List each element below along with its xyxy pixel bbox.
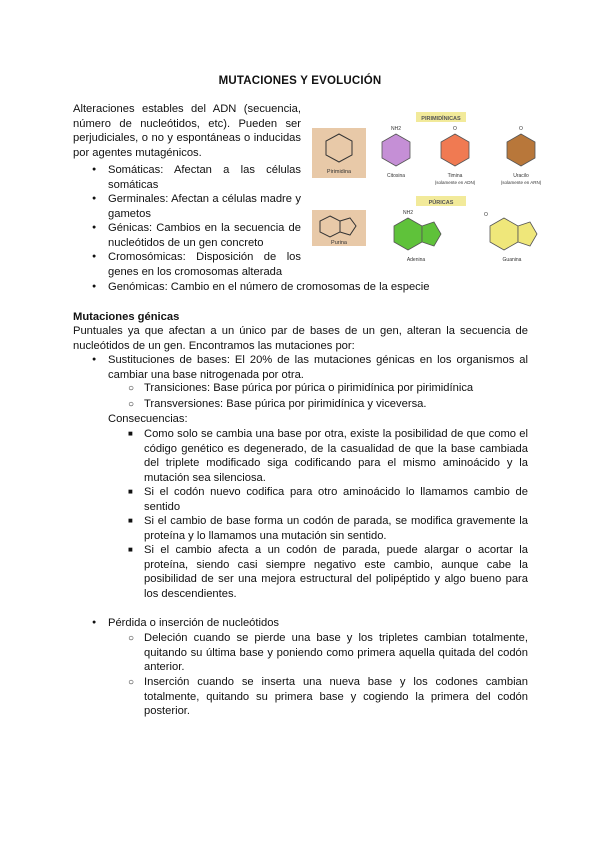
type-genic: Génicas: Cambios en la secuencia de nucleótidos de un gen concreto bbox=[108, 222, 301, 249]
bullet-dot bbox=[92, 192, 96, 209]
transitions-item: Transiciones: Base púrica por púrica o pirimidínica por pirimidínica bbox=[144, 382, 474, 394]
pyrimidine-label: Pirimidina bbox=[326, 169, 352, 175]
bullet-square bbox=[128, 427, 133, 443]
purine-label: Purina bbox=[331, 240, 347, 246]
bullet-dot bbox=[92, 250, 96, 267]
consequence-item: Si el cambio de base forma un codón de parada, se modifica gravemente la proteína y lo llamamos una mutación sin sentido. bbox=[144, 515, 528, 542]
section-intro: Puntuales ya que afectan a un único par de bases de un gen, alteran la secuencia de nucleótidos de un gen. Encontramos las mutaciones por: bbox=[73, 325, 528, 352]
bullet-dot bbox=[92, 280, 96, 297]
consequence-item: Si el cambio afecta a un codón de parada, puede alargar o acortar la proteína, siendo casi siempre negativo este cambio, aunque cabe la posibilidad de ser una mejora estructural del polipéptido y algo bueno para los descendientes. bbox=[144, 544, 528, 600]
adenine-label: Adenina bbox=[406, 257, 426, 263]
consequence-item: Si el codón nuevo codifica para otro aminoácido lo llamamos cambio de sentido bbox=[144, 486, 528, 513]
consequence-item: Como solo se cambia una base por otra, existe la posibilidad de que como el código genético es degenerado, de la casualidad de que la base cambiada del triplete modificado siga codificando para el mismo aminoácido y la mutación sea silenciosa. bbox=[144, 428, 528, 484]
adenine-ring bbox=[394, 218, 422, 250]
svg-text:O: O bbox=[484, 212, 488, 218]
bullet-square bbox=[128, 543, 133, 559]
type-somatic: Somáticas: Afectan a las células somáticas bbox=[108, 164, 301, 191]
base-substitutions: Sustituciones de bases: El 20% de las mutaciones génicas en los organismos al cambiar una base nitrogenada por otra. bbox=[108, 354, 528, 381]
svg-text:NH2: NH2 bbox=[402, 210, 414, 216]
intro-paragraph: Alteraciones estables del ADN (secuencia, número de nucleótidos, etc). Pueden ser perjudiciales, o no y espontáneas o inducidas por agentes mutagénicos. bbox=[73, 103, 301, 159]
type-chromosomal: Cromosómicas: Disposición de los genes en los cromosomas alterada bbox=[108, 251, 301, 278]
type-genomic: Genómicas: Cambio en el número de cromosomas de la especie bbox=[108, 281, 430, 293]
svg-text:O: O bbox=[519, 126, 523, 132]
bullet-circle bbox=[128, 631, 134, 647]
deletion-item: Deleción cuando se pierde una base y los tripletes cambian totalmente, quitando su última base y poniendo como primera aquella quitada del codón anterior. bbox=[144, 632, 528, 674]
thymine-sub: (solamente en ADN) bbox=[434, 180, 476, 185]
bullet-circle bbox=[128, 397, 134, 413]
svg-text:NH2: NH2 bbox=[390, 126, 402, 132]
cytosine-label: Citosina bbox=[386, 173, 406, 179]
bullet-dot bbox=[92, 353, 96, 370]
thymine-ring bbox=[441, 134, 469, 166]
section-heading: Mutaciones génicas bbox=[73, 311, 180, 323]
guanine-ring bbox=[490, 218, 518, 250]
bullet-circle bbox=[128, 381, 134, 397]
uracil-ring bbox=[507, 134, 535, 166]
nitrogenous-bases-figure bbox=[308, 110, 563, 268]
bullet-dot bbox=[92, 616, 96, 633]
page-title: MUTACIONES Y EVOLUCIÓN bbox=[218, 75, 382, 87]
purines-header: PÚRICAS bbox=[428, 200, 454, 206]
bullet-dot bbox=[92, 163, 96, 180]
svg-text:O: O bbox=[453, 126, 457, 132]
bullet-square bbox=[128, 485, 133, 501]
guanine-label: Guanina bbox=[502, 257, 522, 263]
nucleotide-loss-insertion: Pérdida o inserción de nucleótidos bbox=[108, 617, 280, 629]
type-germinal: Germinales: Afectan a células madre y gametos bbox=[108, 193, 301, 220]
bullet-circle bbox=[128, 675, 134, 691]
transversions-item: Transversiones: Base púrica por pirimidínica y viceversa. bbox=[144, 398, 427, 410]
consequences-label: Consecuencias: bbox=[108, 413, 188, 425]
bullet-square bbox=[128, 514, 133, 530]
uracil-label: Uracilo bbox=[513, 173, 529, 179]
bullet-dot bbox=[92, 221, 96, 238]
pyrimidines-header: PIRIMIDÍNICAS bbox=[421, 116, 461, 122]
uracil-sub: (solamente en ARN) bbox=[500, 180, 542, 185]
cytosine-ring bbox=[382, 134, 410, 166]
insertion-item: Inserción cuando se inserta una nueva base y los codones cambian totalmente, quitando su primera base y cogiendo la primera del codón posterior. bbox=[144, 676, 528, 718]
thymine-label: Timina bbox=[447, 173, 463, 179]
